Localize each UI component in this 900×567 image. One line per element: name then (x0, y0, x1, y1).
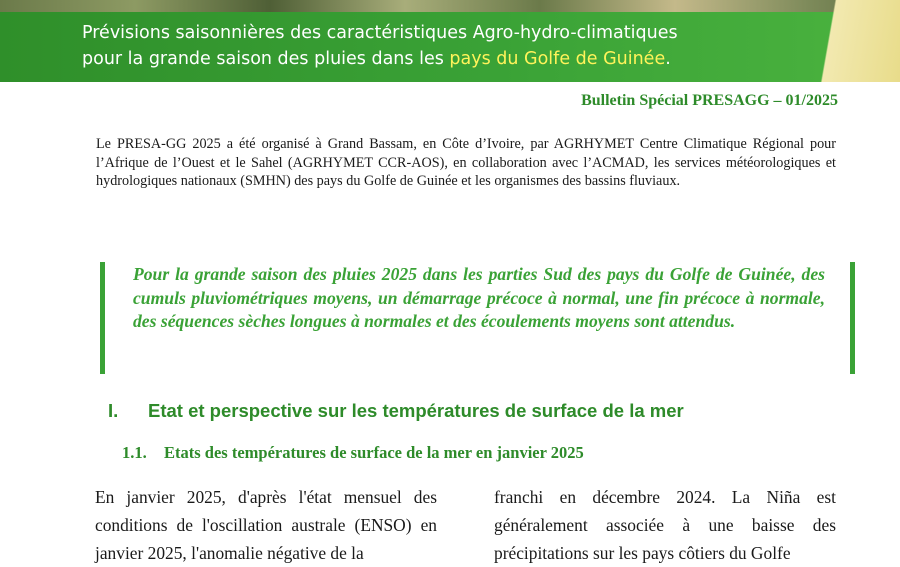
key-message-callout: Pour la grande saison des pluies 2025 dans les parties Sud des pays du Golfe de Guinée, des cumuls pluviométriques moyens, un démarrage précoce à normal, une fin précoce à normale, des séquences sèches longues à normales et des écoulements moyens sont attendus. (133, 264, 825, 331)
header-title-suffix: . (665, 49, 671, 69)
body-column-right: franchi en décembre 2024. La Niña est généralement associée à une baisse des précipitations sur les pays côtiers du Golfe (494, 487, 836, 563)
section-title: Etat et perspective sur les températures de surface de la mer (148, 400, 684, 421)
section-number: I. (108, 400, 119, 421)
callout-left-border (100, 262, 105, 374)
section-heading-1 (108, 400, 684, 422)
body-column-left: En janvier 2025, d'après l'état mensuel des conditions de l'oscillation australe (ENSO) en janvier 2025, l'anomalie négative de la (95, 487, 437, 563)
header-title (82, 20, 782, 72)
header-title-highlight: pays du Golfe de Guinée (449, 49, 666, 69)
bulletin-label: Bulletin Spécial PRESAGG – 01/2025 (581, 92, 838, 109)
header-photo-strip (0, 0, 900, 12)
subsection-title: Etats des températures de surface de la mer en janvier 2025 (164, 443, 584, 462)
header-decorative-stripe (770, 0, 900, 82)
header-banner (0, 0, 900, 82)
header-title-prefix: pour la grande saison des pluies dans les (82, 49, 450, 69)
intro-paragraph: Le PRESA-GG 2025 a été organisé à Grand Bassam, en Côte d’Ivoire, par AGRHYMET Centre Climatique Régional pour l’Afrique de l’Ouest et le Sahel (AGRHYMET CCR-AOS), en collaboration avec l’ACMAD, les services météorologiques et hydrologiques nationaux (SMHN) des pays du Golfe de Guinée et les organismes des bassins fluviaux. (96, 136, 836, 189)
callout-right-border (850, 262, 855, 374)
subsection-number: 1.1. (122, 443, 147, 462)
subsection-heading-1-1 (122, 443, 584, 463)
header-title-line2 (82, 46, 782, 72)
header-title-line1: Prévisions saisonnières des caractéristiques Agro-hydro-climatiques (82, 23, 678, 43)
